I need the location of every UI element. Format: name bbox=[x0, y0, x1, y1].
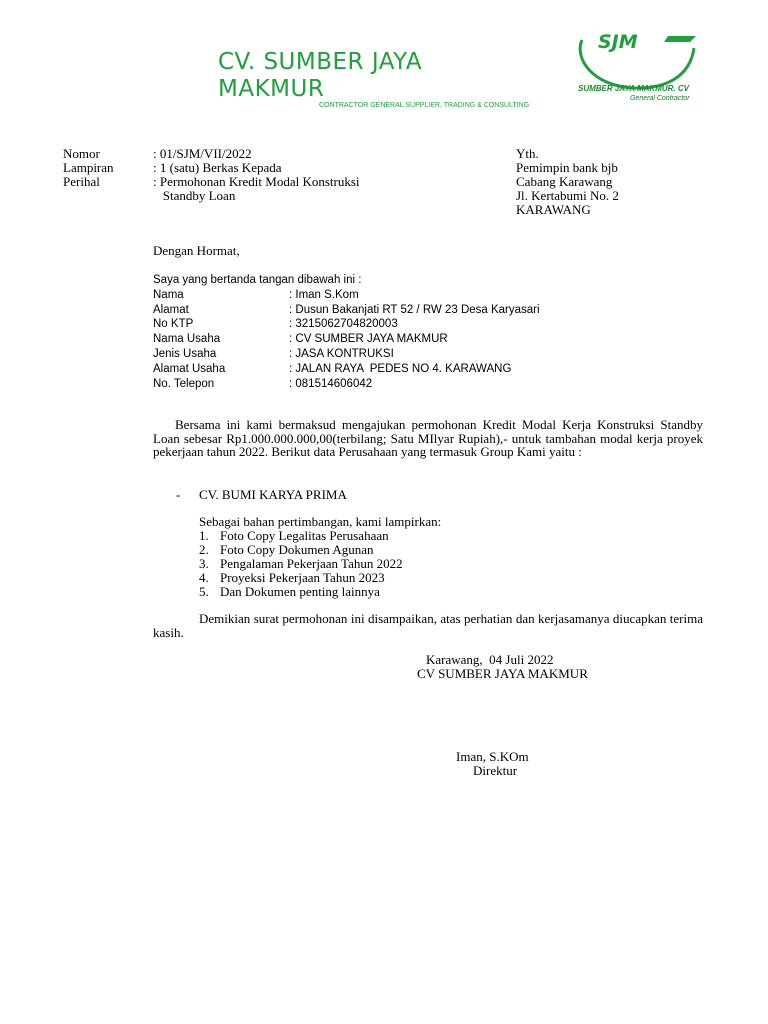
company-name-line2: MAKMUR bbox=[218, 76, 325, 102]
identity-value: : 081514606042 bbox=[289, 377, 373, 390]
list-text: Pengalaman Pekerjaan Tahun 2022 bbox=[220, 556, 403, 571]
signature-name: Iman, S.KOm bbox=[456, 749, 529, 764]
identity-label: Alamat bbox=[153, 303, 189, 316]
identity-label: Nama bbox=[153, 288, 184, 301]
list-item bbox=[199, 529, 441, 543]
list-item bbox=[199, 543, 441, 557]
signature-company: CV SUMBER JAYA MAKMUR bbox=[417, 666, 588, 681]
list-item bbox=[199, 571, 441, 585]
meta-label bbox=[63, 189, 153, 203]
logo-initials: SJM bbox=[598, 31, 638, 53]
identity-row bbox=[153, 303, 540, 318]
attachments-intro: Sebagai bahan pertimbangan, kami lampirkan: bbox=[199, 514, 442, 529]
list-text: Foto Copy Legalitas Perusahaan bbox=[220, 528, 389, 543]
recipient-line: Jl. Kertabumi No. 2 bbox=[516, 188, 619, 203]
meta-row-lampiran bbox=[63, 161, 360, 175]
list-text: Dan Dokumen penting lainnya bbox=[220, 584, 380, 599]
identity-label: Jenis Usaha bbox=[153, 347, 217, 360]
identity-label: Nama Usaha bbox=[153, 333, 221, 346]
letter-meta bbox=[63, 147, 360, 203]
recipient-line: KARAWANG bbox=[516, 202, 591, 217]
meta-value: : 01/SJM/VII/2022 bbox=[153, 146, 252, 161]
meta-row-perihal bbox=[63, 175, 360, 189]
identity-row bbox=[153, 317, 540, 332]
recipient-line: Pemimpin bank bjb bbox=[516, 160, 618, 175]
identity-row bbox=[153, 362, 540, 377]
meta-label: Nomor bbox=[63, 146, 100, 161]
identity-value: : JASA KONTRUKSI bbox=[289, 347, 394, 360]
meta-label: Perihal bbox=[63, 174, 100, 189]
signature-title: Direktur bbox=[473, 763, 518, 778]
list-number: 5. bbox=[199, 584, 209, 599]
group-bullet: - bbox=[176, 487, 181, 502]
closing-paragraph: Demikian surat permohonan ini disampaikan, atas perhatian dan kerjasamanya diucapkan terima kasih. bbox=[153, 611, 703, 640]
identity-label: Alamat Usaha bbox=[153, 362, 226, 375]
list-number: 2. bbox=[199, 542, 209, 557]
attachments-block bbox=[199, 515, 441, 599]
identity-intro: Saya yang bertanda tangan dibawah ini : bbox=[153, 274, 362, 286]
list-number: 4. bbox=[199, 570, 209, 585]
identity-value: : 3215062704820003 bbox=[289, 318, 398, 331]
group-company-name: CV. BUMI KARYA PRIMA bbox=[199, 487, 347, 502]
meta-value: : 1 (satu) Berkas Kepada bbox=[153, 160, 282, 175]
logo-company-name: SUMBER JAYA MAKMUR. CV bbox=[578, 84, 689, 93]
company-logo bbox=[572, 28, 700, 116]
meta-value: Standby Loan bbox=[153, 188, 236, 203]
meta-row-nomor bbox=[63, 147, 360, 161]
list-item bbox=[199, 585, 441, 599]
company-name bbox=[218, 49, 508, 103]
list-text: Proyeksi Pekerjaan Tahun 2023 bbox=[220, 570, 385, 585]
identity-row bbox=[153, 288, 540, 303]
identity-value: : Dusun Bakanjati RT 52 / RW 23 Desa Karyasari bbox=[289, 303, 540, 316]
identity-value: : CV SUMBER JAYA MAKMUR bbox=[289, 333, 448, 346]
signature-place-date: Karawang, 04 Juli 2022 bbox=[426, 652, 554, 667]
meta-value: : Permohonan Kredit Modal Konstruksi bbox=[153, 174, 360, 189]
recipient-block bbox=[516, 147, 619, 217]
recipient-line: Cabang Karawang bbox=[516, 174, 613, 189]
recipient-line: Yth. bbox=[516, 146, 539, 161]
body-paragraph: Bersama ini kami bermaksud mengajukan permohonan Kredit Modal Kerja Konstruksi Standby Loan sebesar Rp1.000.000.000,00(terbilang; Satu MIlyar Rupiah),- untuk tambahan modal kerja proyek pekerjaan tahun 2022. Berikut data Perusahaan yang termasuk Group Kami yaitu : bbox=[153, 417, 703, 459]
identity-value: : JALAN RAYA PEDES NO 4. KARAWANG bbox=[289, 362, 512, 375]
identity-block bbox=[153, 273, 540, 391]
swoosh-icon bbox=[572, 28, 700, 116]
identity-row bbox=[153, 332, 540, 347]
identity-row bbox=[153, 377, 540, 392]
company-tagline: CONTRACTOR GENERAL SUPPLIER, TRADING & CONSULTING bbox=[319, 102, 530, 108]
identity-label: No KTP bbox=[153, 318, 194, 331]
list-number: 1. bbox=[199, 528, 209, 543]
logo-subtitle: General Contractor bbox=[630, 95, 690, 102]
identity-label: No. Telepon bbox=[153, 377, 215, 390]
meta-row-perihal-cont bbox=[63, 189, 360, 203]
list-item bbox=[199, 557, 441, 571]
identity-row bbox=[153, 347, 540, 362]
list-number: 3. bbox=[199, 556, 209, 571]
meta-label: Lampiran bbox=[63, 160, 114, 175]
company-name-line1: CV. SUMBER JAYA bbox=[218, 49, 423, 75]
list-text: Foto Copy Dokumen Agunan bbox=[220, 542, 374, 557]
greeting: Dengan Hormat, bbox=[153, 243, 240, 258]
identity-value: : Iman S.Kom bbox=[289, 288, 359, 301]
